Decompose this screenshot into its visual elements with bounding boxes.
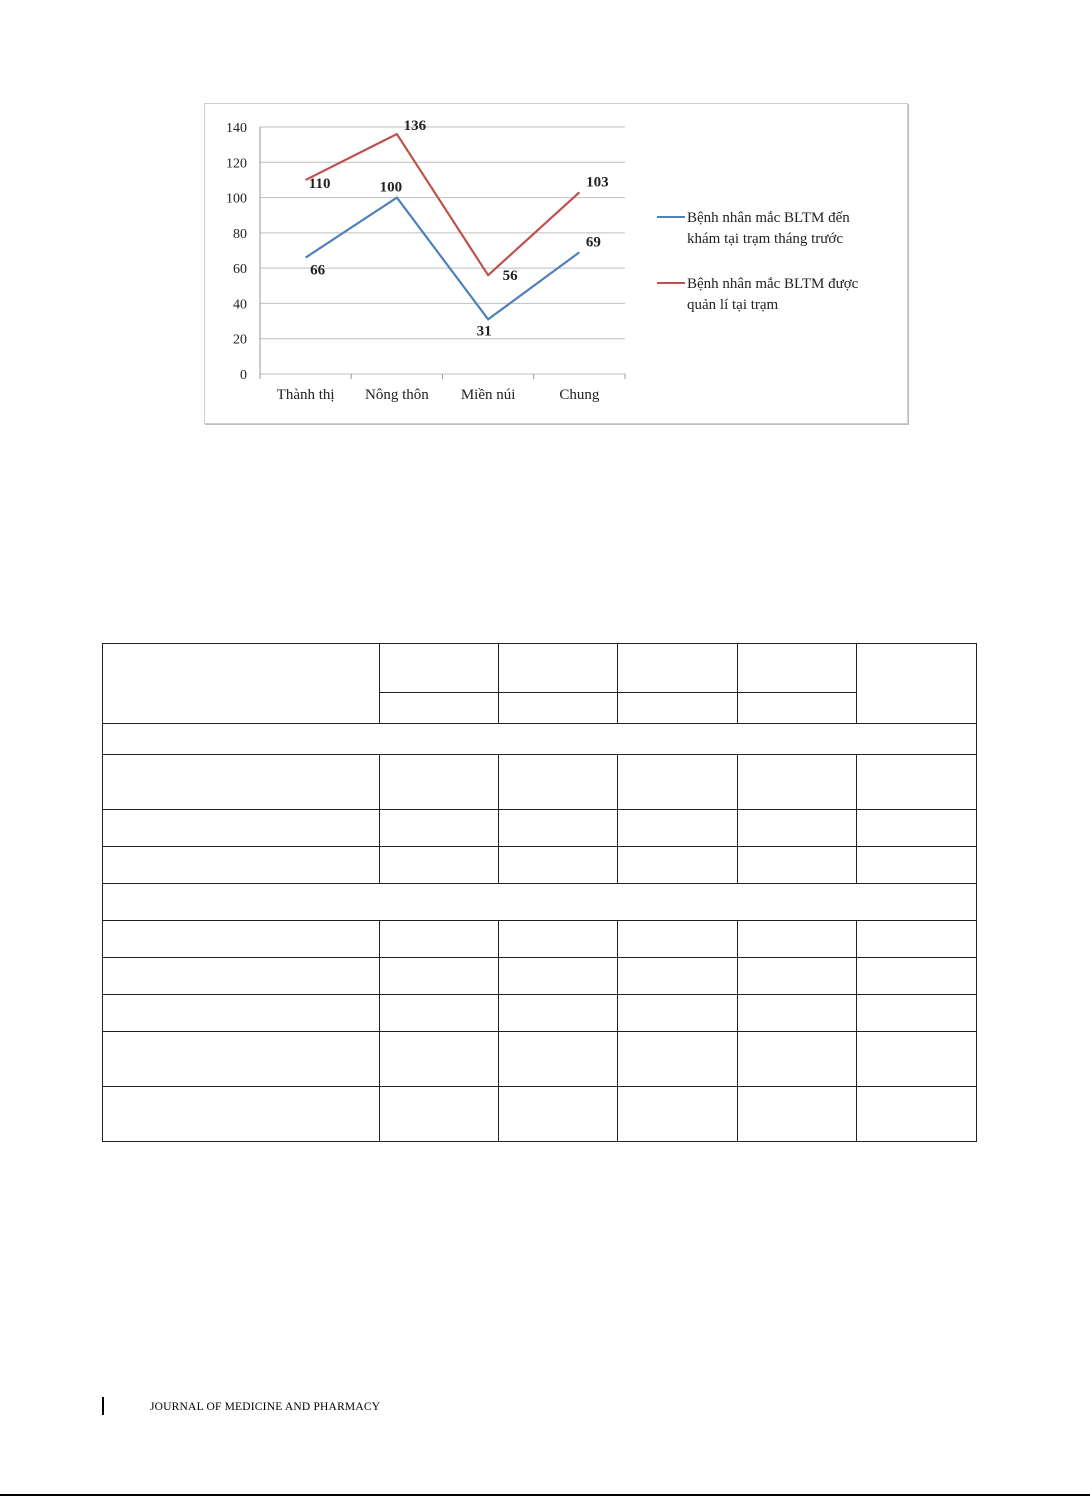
table-header-cell	[380, 693, 499, 724]
table-cell	[618, 1032, 738, 1087]
table-cell	[738, 921, 857, 958]
table-cell	[618, 755, 738, 810]
table-cell	[499, 995, 618, 1032]
y-tick-label: 140	[226, 121, 247, 136]
table-cell	[103, 958, 380, 995]
table-row	[103, 810, 977, 847]
table-row	[103, 1087, 977, 1142]
table-cell	[857, 958, 977, 995]
table-cell	[857, 847, 977, 884]
footer-rule	[102, 1397, 104, 1415]
legend-label: Bệnh nhân mắc BLTM đến	[687, 210, 850, 226]
table-header-cell	[738, 693, 857, 724]
table-row	[103, 847, 977, 884]
table-cell	[103, 921, 380, 958]
y-tick-label: 20	[233, 332, 247, 348]
table-cell	[738, 1032, 857, 1087]
data-label: 103	[586, 174, 609, 191]
table-header-cell	[499, 693, 618, 724]
table-section-cell	[103, 724, 977, 755]
table-cell	[380, 958, 499, 995]
y-tick-label: 100	[226, 191, 247, 207]
table-cell	[499, 810, 618, 847]
y-tick-label: 80	[233, 226, 247, 242]
table-cell	[857, 810, 977, 847]
legend-label: Bệnh nhân mắc BLTM được	[687, 276, 859, 292]
data-label: 100	[379, 179, 403, 196]
table-cell	[103, 995, 380, 1032]
legend-label: quản lí tại trạm	[687, 297, 779, 313]
table-row	[103, 958, 977, 995]
journal-footer: JOURNAL OF MEDICINE AND PHARMACY	[150, 1401, 381, 1413]
data-label: 110	[308, 175, 331, 192]
table-cell	[380, 1032, 499, 1087]
table-cell	[857, 995, 977, 1032]
table-cell	[380, 810, 499, 847]
page-bottom-rule	[0, 1494, 1090, 1496]
data-table	[102, 643, 977, 1142]
table-cell	[857, 1032, 977, 1087]
data-label: 56	[502, 268, 518, 285]
table-cell	[499, 958, 618, 995]
table-cell	[738, 810, 857, 847]
table-row	[103, 921, 977, 958]
table-row	[103, 1032, 977, 1087]
table-cell	[380, 921, 499, 958]
line-chart	[204, 103, 908, 424]
table-header-cell	[738, 644, 857, 693]
table-cell	[618, 995, 738, 1032]
table-cell	[380, 1087, 499, 1142]
table-header-cell	[857, 644, 977, 724]
table-cell	[380, 995, 499, 1032]
table-section-row	[103, 884, 977, 921]
table-section-cell	[103, 884, 977, 921]
table-cell	[499, 1087, 618, 1142]
table-cell	[618, 1087, 738, 1142]
table-cell	[618, 847, 738, 884]
table-cell	[380, 755, 499, 810]
x-tick-label: Thành thị	[276, 387, 335, 403]
table-cell	[857, 755, 977, 810]
table-header-cell	[499, 644, 618, 693]
table-header-row	[103, 644, 977, 693]
table-cell	[738, 847, 857, 884]
table-cell	[499, 847, 618, 884]
table-row	[103, 995, 977, 1032]
table-cell	[499, 755, 618, 810]
table-cell	[103, 810, 380, 847]
table-cell	[103, 847, 380, 884]
table-header-cell	[618, 693, 738, 724]
table-header-cell	[380, 644, 499, 693]
data-label: 66	[310, 262, 326, 279]
table-cell	[103, 755, 380, 810]
x-tick-label: Chung	[559, 387, 600, 403]
x-tick-label: Miền núi	[460, 387, 516, 403]
table-cell	[499, 921, 618, 958]
y-tick-label: 120	[226, 156, 247, 172]
table-cell	[618, 958, 738, 995]
series-line	[306, 134, 580, 275]
x-tick-label: Nông thôn	[365, 387, 429, 403]
legend-label: khám tại trạm tháng trước	[687, 231, 844, 247]
table-section-row	[103, 724, 977, 755]
y-tick-label: 0	[240, 368, 247, 383]
series-line	[306, 198, 580, 320]
chart-canvas	[205, 104, 909, 425]
table-cell	[857, 921, 977, 958]
table-header-cell	[618, 644, 738, 693]
data-label: 136	[403, 118, 427, 135]
data-label: 31	[476, 323, 492, 340]
table-cell	[738, 995, 857, 1032]
table-cell	[738, 755, 857, 810]
y-tick-label: 40	[233, 297, 247, 313]
table-header-cell	[103, 644, 380, 724]
table-cell	[380, 847, 499, 884]
table-cell	[103, 1032, 380, 1087]
table-cell	[618, 810, 738, 847]
table-cell	[499, 1032, 618, 1087]
table-cell	[738, 958, 857, 995]
table-cell	[857, 1087, 977, 1142]
table-cell	[103, 1087, 380, 1142]
table-cell	[738, 1087, 857, 1142]
data-label: 69	[585, 234, 601, 251]
y-tick-label: 60	[233, 262, 247, 278]
table-cell	[618, 921, 738, 958]
table-row	[103, 755, 977, 810]
